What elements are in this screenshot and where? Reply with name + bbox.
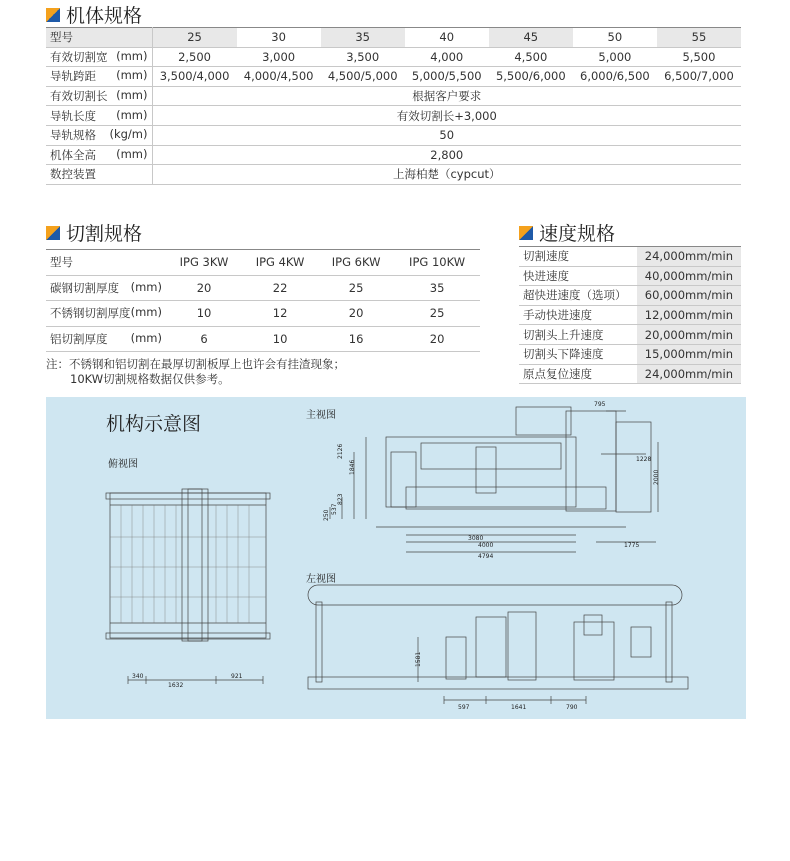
- row-label: 导轨长度 (mm): [46, 106, 152, 126]
- row-label: 碳钢切割厚度 (mm): [46, 275, 166, 301]
- table-row: [46, 326, 480, 352]
- span-cell: 上海柏楚（cypcut）: [152, 165, 741, 185]
- dim-label: 823: [337, 493, 344, 505]
- table-cell: 25: [394, 301, 480, 327]
- table-cell: 22: [242, 275, 318, 301]
- table-cell: 25: [318, 275, 394, 301]
- section-square-icon: [46, 8, 60, 22]
- table-cell: 5,500: [657, 47, 741, 67]
- table-row: [46, 67, 741, 87]
- dim-label: 2126: [337, 443, 344, 459]
- dim-label: 1846: [349, 459, 356, 475]
- machine-spec-title: 机体规格: [66, 5, 143, 27]
- span-cell: 50: [152, 125, 741, 145]
- dim-label: 597: [458, 704, 470, 711]
- dim-label: 250: [323, 509, 330, 521]
- table-cell: 35: [394, 275, 480, 301]
- header-cell: 30: [237, 28, 321, 48]
- dim-label: 4000: [478, 542, 494, 549]
- dim-label: 921: [231, 673, 243, 680]
- header-cell: IPG 4KW: [242, 250, 318, 276]
- top-view-label: 俯视图: [108, 459, 138, 470]
- table-header-row: [46, 28, 741, 48]
- header-cell: 35: [321, 28, 405, 48]
- section-square-icon: [519, 226, 533, 240]
- table-cell: 4,000/4,500: [237, 67, 321, 87]
- table-cell: 3,000: [237, 47, 321, 67]
- dim-label: 790: [566, 704, 578, 711]
- row-label: 快进速度: [519, 266, 637, 286]
- value-cell: 20,000mm/min: [637, 325, 741, 345]
- table-cell: 3,500/4,000: [152, 67, 237, 87]
- table-cell: 3,500: [321, 47, 405, 67]
- dim-label: 1641: [511, 704, 527, 711]
- table-row: [519, 305, 741, 325]
- mechanism-diagram-panel: [46, 397, 746, 719]
- row-label: 导轨规格 (kg/m): [46, 125, 152, 145]
- row-label: 原点复位速度: [519, 364, 637, 384]
- table-cell: 20: [394, 326, 480, 352]
- table-row: [519, 247, 741, 267]
- table-cell: 4,500/5,000: [321, 67, 405, 87]
- note-line-1: 注：不锈钢和铝切割在最厚切割板厚上也许会有挂渣现象；: [46, 357, 345, 371]
- table-cell: 5,500/6,000: [489, 67, 573, 87]
- speed-spec-table: [519, 246, 741, 384]
- header-cell: 型号: [46, 28, 152, 48]
- table-row: [519, 286, 741, 306]
- table-row: [46, 275, 480, 301]
- header-cell: IPG 10KW: [394, 250, 480, 276]
- table-cell: 6: [166, 326, 242, 352]
- value-cell: 24,000mm/min: [637, 247, 741, 267]
- row-label: 切割速度: [519, 247, 637, 267]
- table-row: [46, 301, 480, 327]
- table-row: [46, 47, 741, 67]
- dim-label: 795: [594, 401, 606, 408]
- table-row: [46, 165, 741, 185]
- table-row: [519, 266, 741, 286]
- table-cell: 5,000/5,500: [405, 67, 489, 87]
- table-cell: 2,500: [152, 47, 237, 67]
- value-cell: 24,000mm/min: [637, 364, 741, 384]
- top-view-drawing: [106, 489, 270, 684]
- row-label: 不锈钢切割厚度 (mm): [46, 301, 166, 327]
- row-label: 导轨跨距 (mm): [46, 67, 152, 87]
- header-cell: IPG 3KW: [166, 250, 242, 276]
- table-cell: 6,000/6,500: [573, 67, 657, 87]
- table-cell: 20: [166, 275, 242, 301]
- dim-label: 1228: [636, 456, 652, 463]
- table-row: [46, 106, 741, 126]
- table-header-row: [46, 250, 480, 276]
- row-label: 超快进速度（选项）: [519, 286, 637, 306]
- value-cell: 60,000mm/min: [637, 286, 741, 306]
- cutting-spec-title: 切割规格: [66, 223, 143, 245]
- table-row: [46, 125, 741, 145]
- dim-label: 1581: [415, 651, 422, 667]
- row-label: 数控装置: [46, 165, 152, 185]
- table-cell: 4,500: [489, 47, 573, 67]
- left-view-drawing: [308, 585, 688, 704]
- value-cell: 12,000mm/min: [637, 305, 741, 325]
- cutting-spec-heading: [46, 219, 142, 246]
- row-label: 铝切割厚度 (mm): [46, 326, 166, 352]
- table-cell: 5,000: [573, 47, 657, 67]
- table-cell: 10: [242, 326, 318, 352]
- table-row: [46, 145, 741, 165]
- dim-label: 340: [132, 673, 144, 680]
- dim-label: 1775: [624, 542, 640, 549]
- table-row: [519, 364, 741, 384]
- dim-label: 2000: [653, 469, 660, 485]
- table-cell: 4,000: [405, 47, 489, 67]
- front-view-label: 主视图: [306, 410, 336, 421]
- value-cell: 40,000mm/min: [637, 266, 741, 286]
- table-row: [519, 325, 741, 345]
- table-cell: 6,500/7,000: [657, 67, 741, 87]
- header-cell: 45: [489, 28, 573, 48]
- table-cell: 12: [242, 301, 318, 327]
- span-cell: 根据客户要求: [152, 86, 741, 106]
- speed-spec-heading: [519, 219, 615, 246]
- left-view-label: 左视图: [306, 574, 336, 585]
- table-row: [519, 344, 741, 364]
- row-label: 切割头下降速度: [519, 344, 637, 364]
- diagram-title: 机构示意图: [106, 413, 202, 435]
- machine-spec-table: [46, 27, 741, 185]
- header-cell: 25: [152, 28, 237, 48]
- span-cell: 2,800: [152, 145, 741, 165]
- front-view-drawing: [330, 407, 658, 552]
- table-cell: 16: [318, 326, 394, 352]
- header-cell: 50: [573, 28, 657, 48]
- value-cell: 15,000mm/min: [637, 344, 741, 364]
- dim-label: 1632: [168, 682, 184, 689]
- row-label: 切割头上升速度: [519, 325, 637, 345]
- dimension-labels: [132, 401, 660, 711]
- table-row: [46, 86, 741, 106]
- table-cell: 20: [318, 301, 394, 327]
- cutting-spec-table: [46, 249, 480, 352]
- row-label: 有效切割宽 (mm): [46, 47, 152, 67]
- row-label: 有效切割长 (mm): [46, 86, 152, 106]
- cutting-note: [46, 357, 345, 387]
- dim-label: 4794: [478, 553, 494, 560]
- speed-spec-title: 速度规格: [539, 223, 616, 245]
- header-cell: 型号: [46, 250, 166, 276]
- dim-label: 537: [331, 503, 338, 515]
- note-line-2: 10KW切割规格数据仅供参考。: [70, 372, 230, 386]
- section-square-icon: [46, 226, 60, 240]
- dim-label: 3080: [468, 535, 484, 542]
- diagram-drawings: [46, 397, 746, 719]
- header-cell: 40: [405, 28, 489, 48]
- span-cell: 有效切割长+3,000: [152, 106, 741, 126]
- row-label: 手动快进速度: [519, 305, 637, 325]
- header-cell: IPG 6KW: [318, 250, 394, 276]
- header-cell: 55: [657, 28, 741, 48]
- row-label: 机体全高 (mm): [46, 145, 152, 165]
- table-cell: 10: [166, 301, 242, 327]
- machine-spec-heading: [46, 1, 142, 28]
